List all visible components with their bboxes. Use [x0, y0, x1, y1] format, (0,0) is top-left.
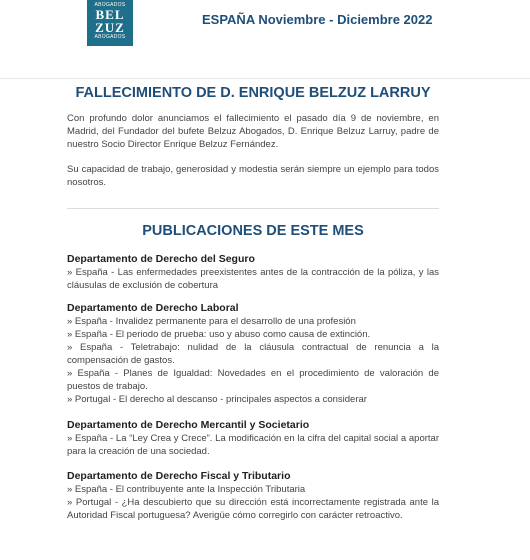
publication-link[interactable]: » Portugal - El derecho al descanso - principales aspectos a considerar — [67, 394, 367, 405]
publication-link[interactable]: » Portugal - ¿Ha descubierto que su dirección está incorrectamente registrada ante la Autoridad Fiscal portuguesa? Averigüe cómo corregirlo con carácter retroactivo. — [67, 497, 439, 521]
logo-row-2: ZUZ — [95, 20, 125, 35]
section-divider — [67, 208, 439, 209]
publication-link[interactable]: » España - El periodo de prueba: uso y abuso como causa de extinción. — [67, 329, 371, 340]
obituary-title: FALLECIMIENTO DE D. ENRIQUE BELZUZ LARRUY — [75, 85, 431, 101]
department-mercantil — [67, 418, 439, 458]
logo-top-text: ABOGADOS — [94, 2, 126, 8]
department-title: Departamento de Derecho Laboral — [67, 302, 239, 314]
publications-title: PUBLICACIONES DE ESTE MES — [142, 223, 364, 239]
publication-link[interactable]: » España - Planes de Igualdad: Novedades en el procedimiento de valoración de puestos de trabajo. — [67, 368, 439, 392]
publication-link[interactable]: » España - El contribuyente ante la Inspección Tributaria — [67, 484, 306, 495]
logo-bottom-text: ABOGADOS — [94, 34, 126, 40]
newsletter-content — [67, 78, 439, 522]
department-fiscal — [67, 469, 439, 522]
obituary-paragraph-1: Con profundo dolor anunciamos el fallecimiento el pasado día 9 de noviembre, en Madrid, del Fundador del bufete Belzuz Abogados, D. Enrique Belzuz Larruy, padre de nuestro Socio Director Enrique Belzuz Fernández. — [67, 113, 439, 150]
publication-link[interactable]: » España - Las enfermedades preexistentes antes de la contracción de la póliza, y las cláusulas de exclusión de cobertura — [67, 267, 439, 291]
newsletter-header — [0, 0, 530, 79]
department-title: Departamento de Derecho Fiscal y Tributario — [67, 470, 291, 482]
publication-link[interactable]: » España - Invalidez permanente para el desarrollo de una profesión — [67, 316, 356, 327]
publication-link[interactable]: » España - La “Ley Crea y Crece”. La modificación en la cifra del capital social a aportar para la creación de una sociedad. — [67, 433, 439, 457]
publication-link[interactable]: » España - Teletrabajo: nulidad de la cláusula contractual de renuncia a la compensación de gastos. — [67, 342, 439, 366]
belzuz-logo[interactable] — [87, 0, 133, 46]
department-title: Departamento de Derecho Mercantil y Societario — [67, 419, 310, 431]
department-seguro — [67, 252, 439, 292]
edition-title: ESPAÑA Noviembre - Diciembre 2022 — [202, 12, 433, 27]
obituary-paragraph-2: Su capacidad de trabajo, generosidad y modestia serán siempre un ejemplo para todos nosotros. — [67, 164, 439, 188]
logo-row-1: BEL — [95, 7, 125, 22]
department-title: Departamento de Derecho del Seguro — [67, 253, 255, 265]
department-laboral — [67, 301, 439, 406]
